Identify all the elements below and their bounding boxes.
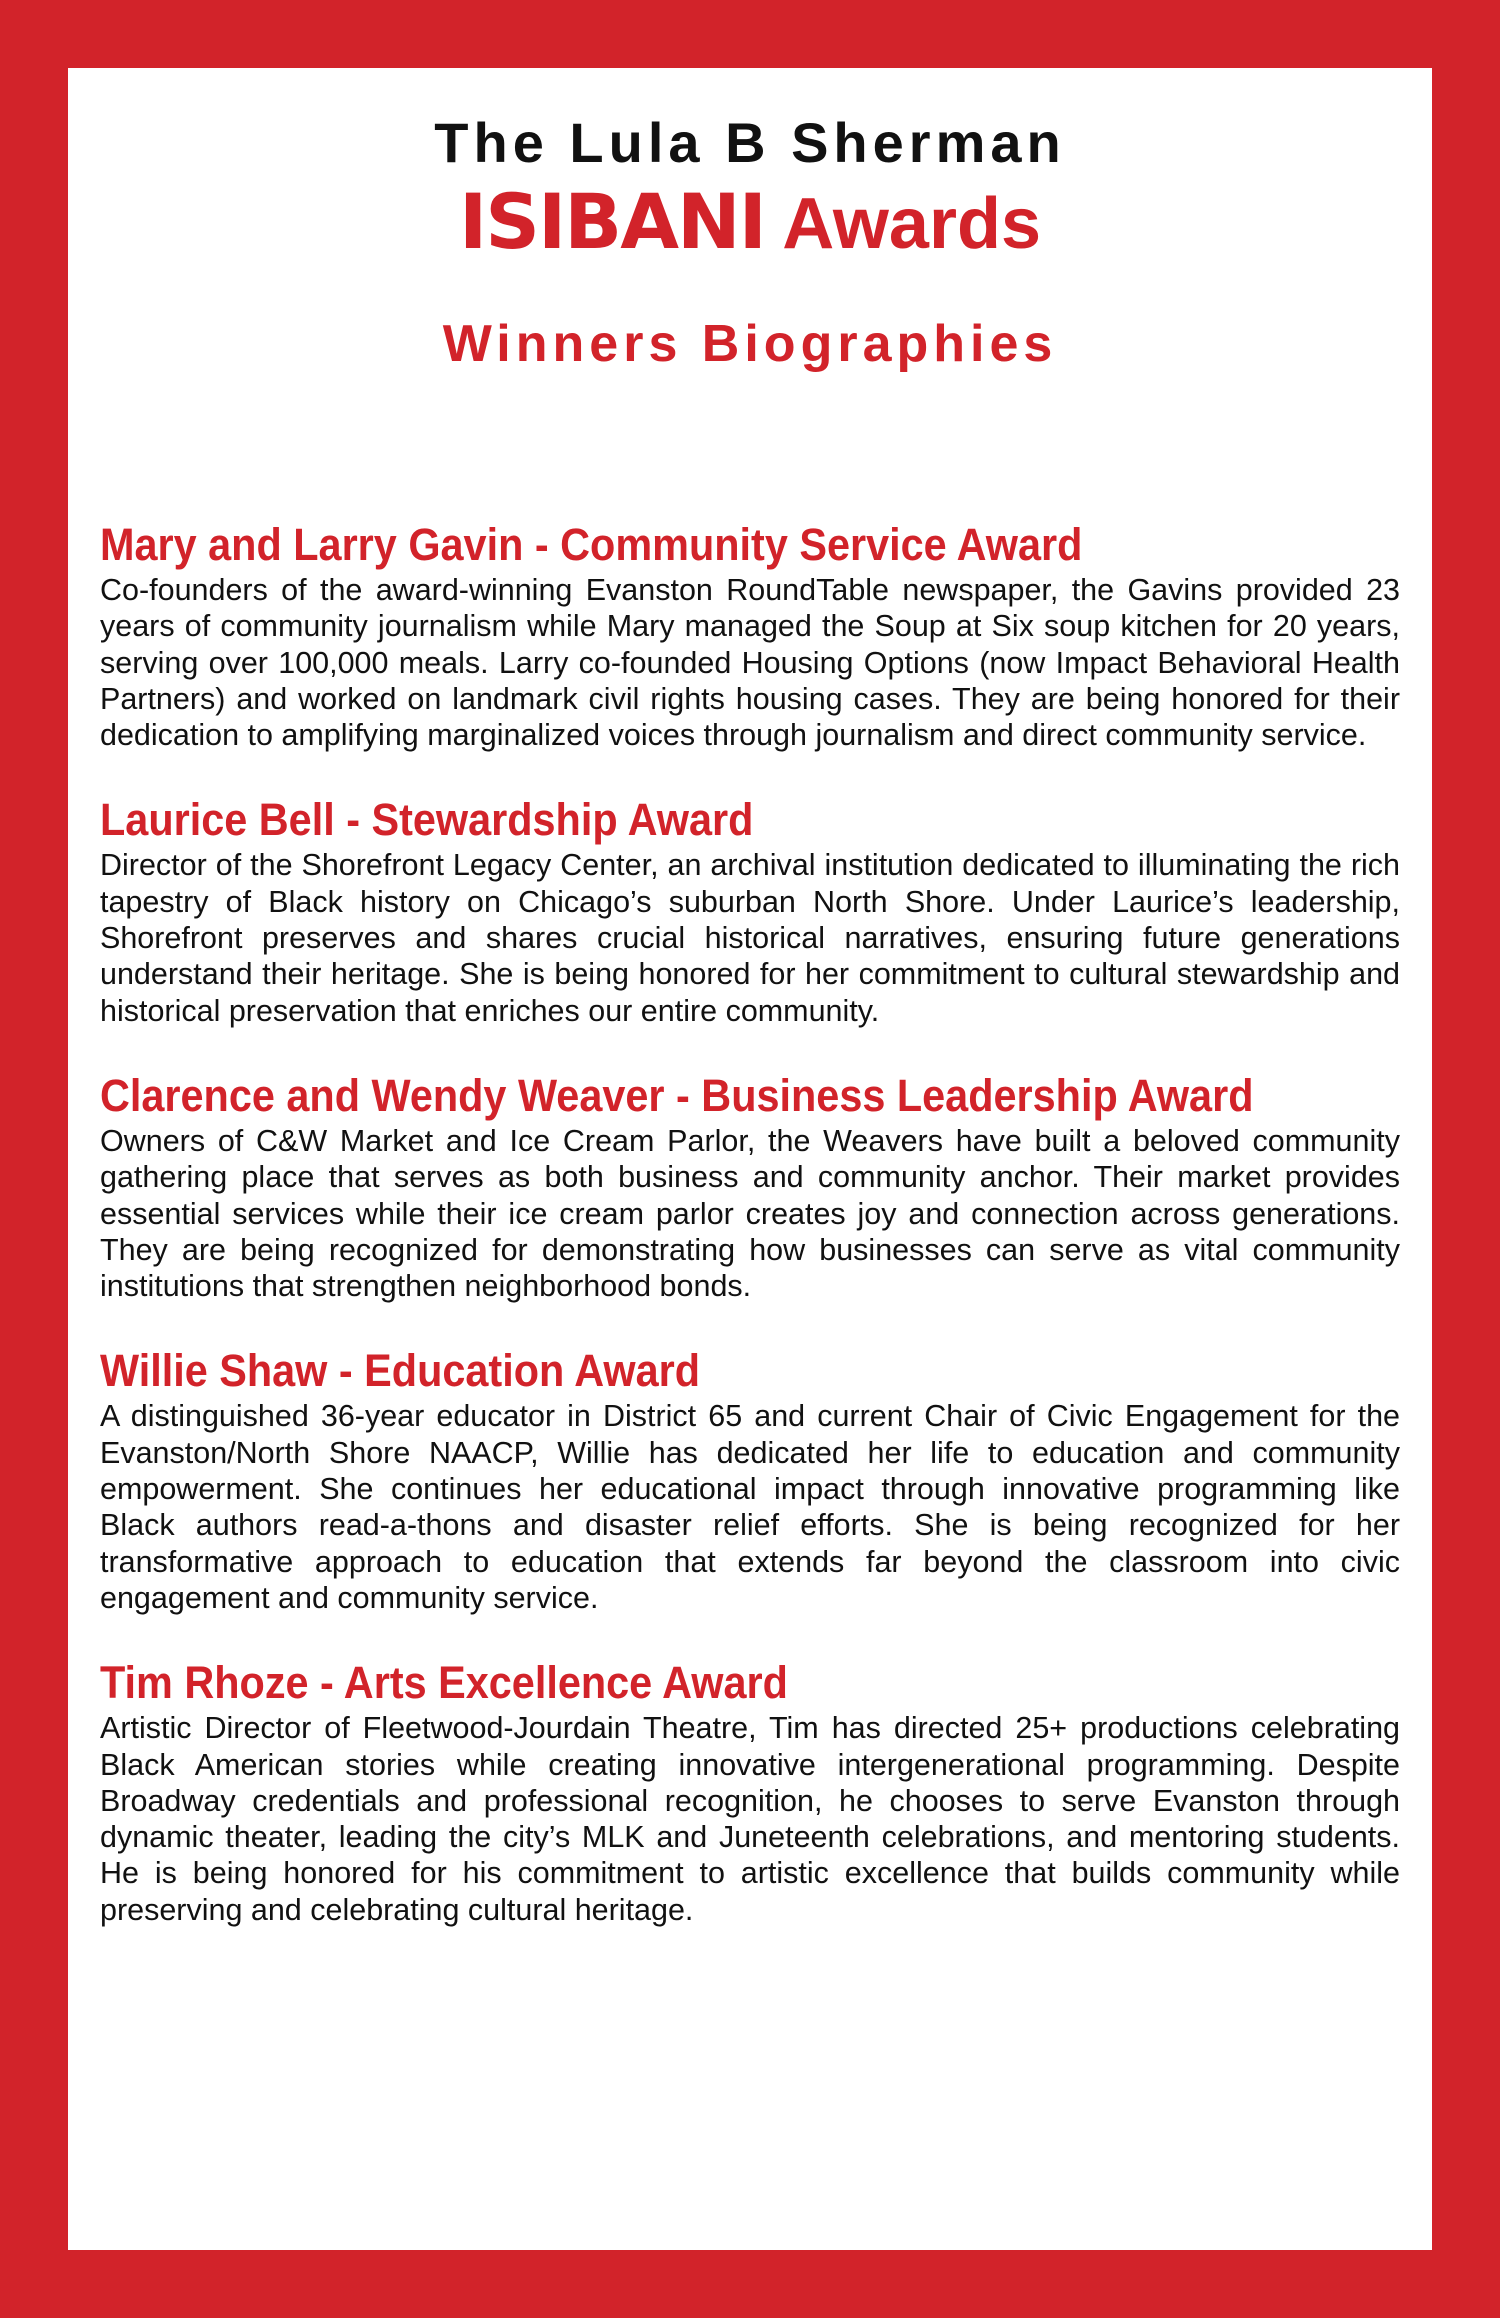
winner-title: Laurice Bell - Stewardship Award bbox=[100, 794, 754, 846]
awards-word: Awards bbox=[782, 184, 1042, 264]
page-subtitle: Winners Biographies bbox=[442, 315, 1058, 373]
winner-title: Tim Rhoze - Arts Excellence Award bbox=[100, 1657, 788, 1709]
winner-bio: A distinguished 36-year educator in District 65 and current Chair of Civic Engagement for the Evanston/North Shore NAACP, Willie has dedicated her life to education and community empowerment. She continues her educational impact through innovative programming like Black authors read-a-thons and disaster relief efforts. She is being recognized for her transformative approach to education that extends far beyond the classroom into civic engagement and community service. bbox=[100, 1399, 1400, 1615]
winners-list bbox=[100, 518, 1400, 1968]
winner-bio: Owners of C&W Market and Ice Cream Parlor, the Weavers have built a beloved community gathering place that serves as both business and community anchor. Their market provides essential services while their ice cream parlor creates joy and connection across generations. They are being recognized for demonstrating how businesses can serve as vital community institutions that strengthen neighborhood bonds. bbox=[100, 1123, 1400, 1304]
header-line-1: The Lula B Sherman bbox=[434, 111, 1066, 174]
winner-entry bbox=[100, 518, 1400, 753]
winner-entry bbox=[100, 793, 1400, 1028]
winner-entry bbox=[100, 1344, 1400, 1616]
winner-bio: Director of the Shorefront Legacy Center, an archival institution dedicated to illuminating the rich tapestry of Black history on Chicago’s suburban North Shore. Under Laurice’s leadership, Shorefront preserves and shares crucial historical narratives, ensuring future generations understand their heritage. She is being honored for her commitment to cultural stewardship and historical preservation that enriches our entire community. bbox=[100, 848, 1400, 1028]
winner-title: Mary and Larry Gavin - Community Service Award bbox=[100, 519, 1083, 570]
header-line-2 bbox=[68, 177, 1432, 266]
winner-title: Willie Shaw - Education Award bbox=[100, 1345, 701, 1397]
winner-title: Clarence and Wendy Weaver - Business Leadership Award bbox=[100, 1069, 1254, 1121]
isibani-logo: ISIBANI bbox=[458, 177, 765, 266]
winner-bio: Artistic Director of Fleetwood-Jourdain Theatre, Tim has directed 25+ productions celebrating Black American stories while creating innovative intergenerational programming. Despite Broadway credentials and professional recognition, he chooses to serve Evanston through dynamic theater, leading the city’s MLK and Juneteenth celebrations, and mentoring students. He is being honored for his commitment to artistic excellence that builds community while preserving and celebrating cultural heritage. bbox=[100, 1711, 1400, 1927]
page-header bbox=[68, 68, 1432, 374]
content-panel bbox=[68, 68, 1432, 2250]
winner-entry bbox=[100, 1069, 1400, 1304]
winner-entry bbox=[100, 1656, 1400, 1928]
winner-bio: Co-founders of the award-winning Evanston RoundTable newspaper, the Gavins provided 23 years of community journalism while Mary managed the Soup at Six soup kitchen for 20 years, serving over 100,000 meals. Larry co-founded Housing Options (now Impact Behavioral Health Partners) and worked on landmark civil rights housing cases. They are being honored for their dedication to amplifying marginalized voices through journalism and direct community service. bbox=[100, 573, 1400, 753]
